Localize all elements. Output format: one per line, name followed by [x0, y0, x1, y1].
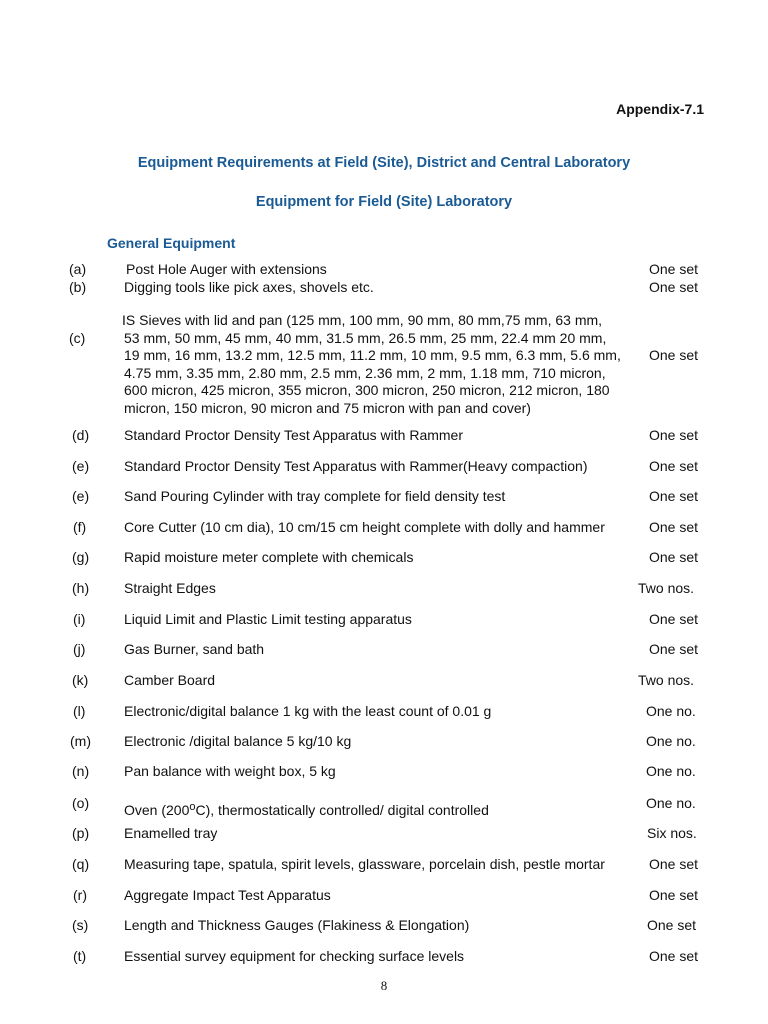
item-letter: (s)	[72, 917, 89, 933]
item-quantity: One set	[649, 458, 699, 474]
item-description: Length and Thickness Gauges (Flakiness & Elongation)	[124, 917, 470, 933]
document-title: Equipment Requirements at Field (Site), District and Central Laboratory	[137, 155, 631, 171]
item-description-text: Oven (200	[124, 802, 190, 818]
item-quantity: One set	[649, 549, 699, 565]
item-letter: (e)	[72, 458, 90, 474]
item-description: Liquid Limit and Plastic Limit testing apparatus	[124, 611, 412, 627]
item-quantity: One set	[649, 948, 699, 964]
item-letter: (r)	[73, 887, 87, 903]
item-letter: (b)	[69, 279, 87, 295]
item-description-line: 600 micron, 425 micron, 355 micron, 300 micron, 250 micron, 212 micron, 180	[124, 382, 610, 399]
item-quantity: One set	[649, 488, 699, 504]
degree-superscript: o	[189, 801, 196, 813]
item-description: Post Hole Auger with extensions	[126, 261, 327, 277]
item-description-text: C), thermostatically controlled/ digital controlled	[195, 802, 489, 818]
item-description: Enamelled tray	[124, 825, 218, 841]
item-quantity: One no.	[646, 733, 696, 749]
item-letter: (g)	[72, 549, 90, 565]
item-description: Measuring tape, spatula, spirit levels, glassware, porcelain dish, pestle mortar	[124, 856, 605, 872]
item-letter: (m)	[70, 733, 91, 749]
item-quantity: Two nos.	[638, 580, 695, 596]
item-letter: (p)	[72, 825, 90, 841]
item-description: Pan balance with weight box, 5 kg	[124, 763, 336, 779]
item-description-line: micron, 150 micron, 90 micron and 75 micron with pan and cover)	[124, 399, 531, 416]
item-description: Camber Board	[124, 672, 216, 688]
item-quantity: One set	[649, 261, 699, 277]
section-heading: General Equipment	[107, 235, 236, 251]
item-letter: (d)	[72, 427, 90, 443]
item-quantity: One set	[649, 887, 699, 903]
page-number: 8	[380, 978, 388, 993]
item-description: Standard Proctor Density Test Apparatus with Rammer	[124, 427, 464, 443]
item-description: Electronic /digital balance 5 kg/10 kg	[124, 733, 352, 749]
item-letter: (q)	[72, 856, 90, 872]
item-letter: (e)	[72, 488, 90, 504]
item-quantity: One no.	[646, 763, 696, 779]
item-description-line: 4.75 mm, 3.35 mm, 2.80 mm, 2.5 mm, 2.36 mm, 2 mm, 1.18 mm, 710 micron,	[124, 364, 606, 381]
item-letter: (t)	[73, 948, 87, 964]
item-letter: (h)	[72, 580, 90, 596]
item-description: Digging tools like pick axes, shovels etc.	[124, 279, 374, 295]
item-letter: (c)	[69, 330, 86, 346]
item-letter: (i)	[73, 611, 86, 627]
appendix-label: Appendix-7.1	[616, 101, 704, 117]
item-quantity: One no.	[646, 703, 696, 719]
item-description: Standard Proctor Density Test Apparatus with Rammer(Heavy compaction)	[124, 458, 588, 474]
item-letter: (a)	[69, 261, 87, 277]
item-quantity: One set	[649, 641, 699, 657]
item-quantity: One set	[649, 611, 699, 627]
item-description-line: 19 mm, 16 mm, 13.2 mm, 12.5 mm, 11.2 mm, 10 mm, 9.5 mm, 6.3 mm, 5.6 mm,	[124, 347, 621, 364]
item-quantity: One no.	[646, 795, 696, 811]
item-letter: (k)	[72, 672, 89, 688]
item-description: Core Cutter (10 cm dia), 10 cm/15 cm height complete with dolly and hammer	[124, 519, 605, 535]
item-quantity: One set	[649, 856, 699, 872]
item-quantity: One set	[649, 347, 699, 363]
item-description: Straight Edges	[124, 580, 216, 596]
item-letter: (j)	[73, 641, 86, 657]
item-quantity: Six nos.	[647, 825, 697, 841]
item-description	[124, 799, 489, 819]
item-description-line: IS Sieves with lid and pan (125 mm, 100 mm, 90 mm, 80 mm,75 mm, 63 mm,	[122, 312, 603, 328]
item-description: Aggregate Impact Test Apparatus	[124, 887, 331, 903]
item-quantity: One set	[649, 519, 699, 535]
item-description-line: 53 mm, 50 mm, 45 mm, 40 mm, 31.5 mm, 26.5 mm, 25 mm, 22.4 mm 20 mm,	[124, 329, 607, 346]
item-description: Rapid moisture meter complete with chemicals	[124, 549, 414, 565]
item-description: Electronic/digital balance 1 kg with the least count of 0.01 g	[124, 703, 492, 719]
item-description: Gas Burner, sand bath	[124, 641, 265, 657]
item-quantity: One set	[649, 427, 699, 443]
item-letter: (o)	[72, 795, 90, 811]
item-letter: (f)	[73, 519, 87, 535]
item-letter: (n)	[72, 763, 90, 779]
item-description	[124, 312, 624, 418]
item-description: Essential survey equipment for checking surface levels	[124, 948, 465, 964]
item-letter: (l)	[73, 703, 86, 719]
item-quantity: Two nos.	[638, 672, 695, 688]
item-quantity: One set	[649, 279, 699, 295]
item-description: Sand Pouring Cylinder with tray complete for field density test	[124, 488, 506, 504]
document-subtitle: Equipment for Field (Site) Laboratory	[255, 194, 513, 210]
item-quantity: One set	[647, 917, 697, 933]
